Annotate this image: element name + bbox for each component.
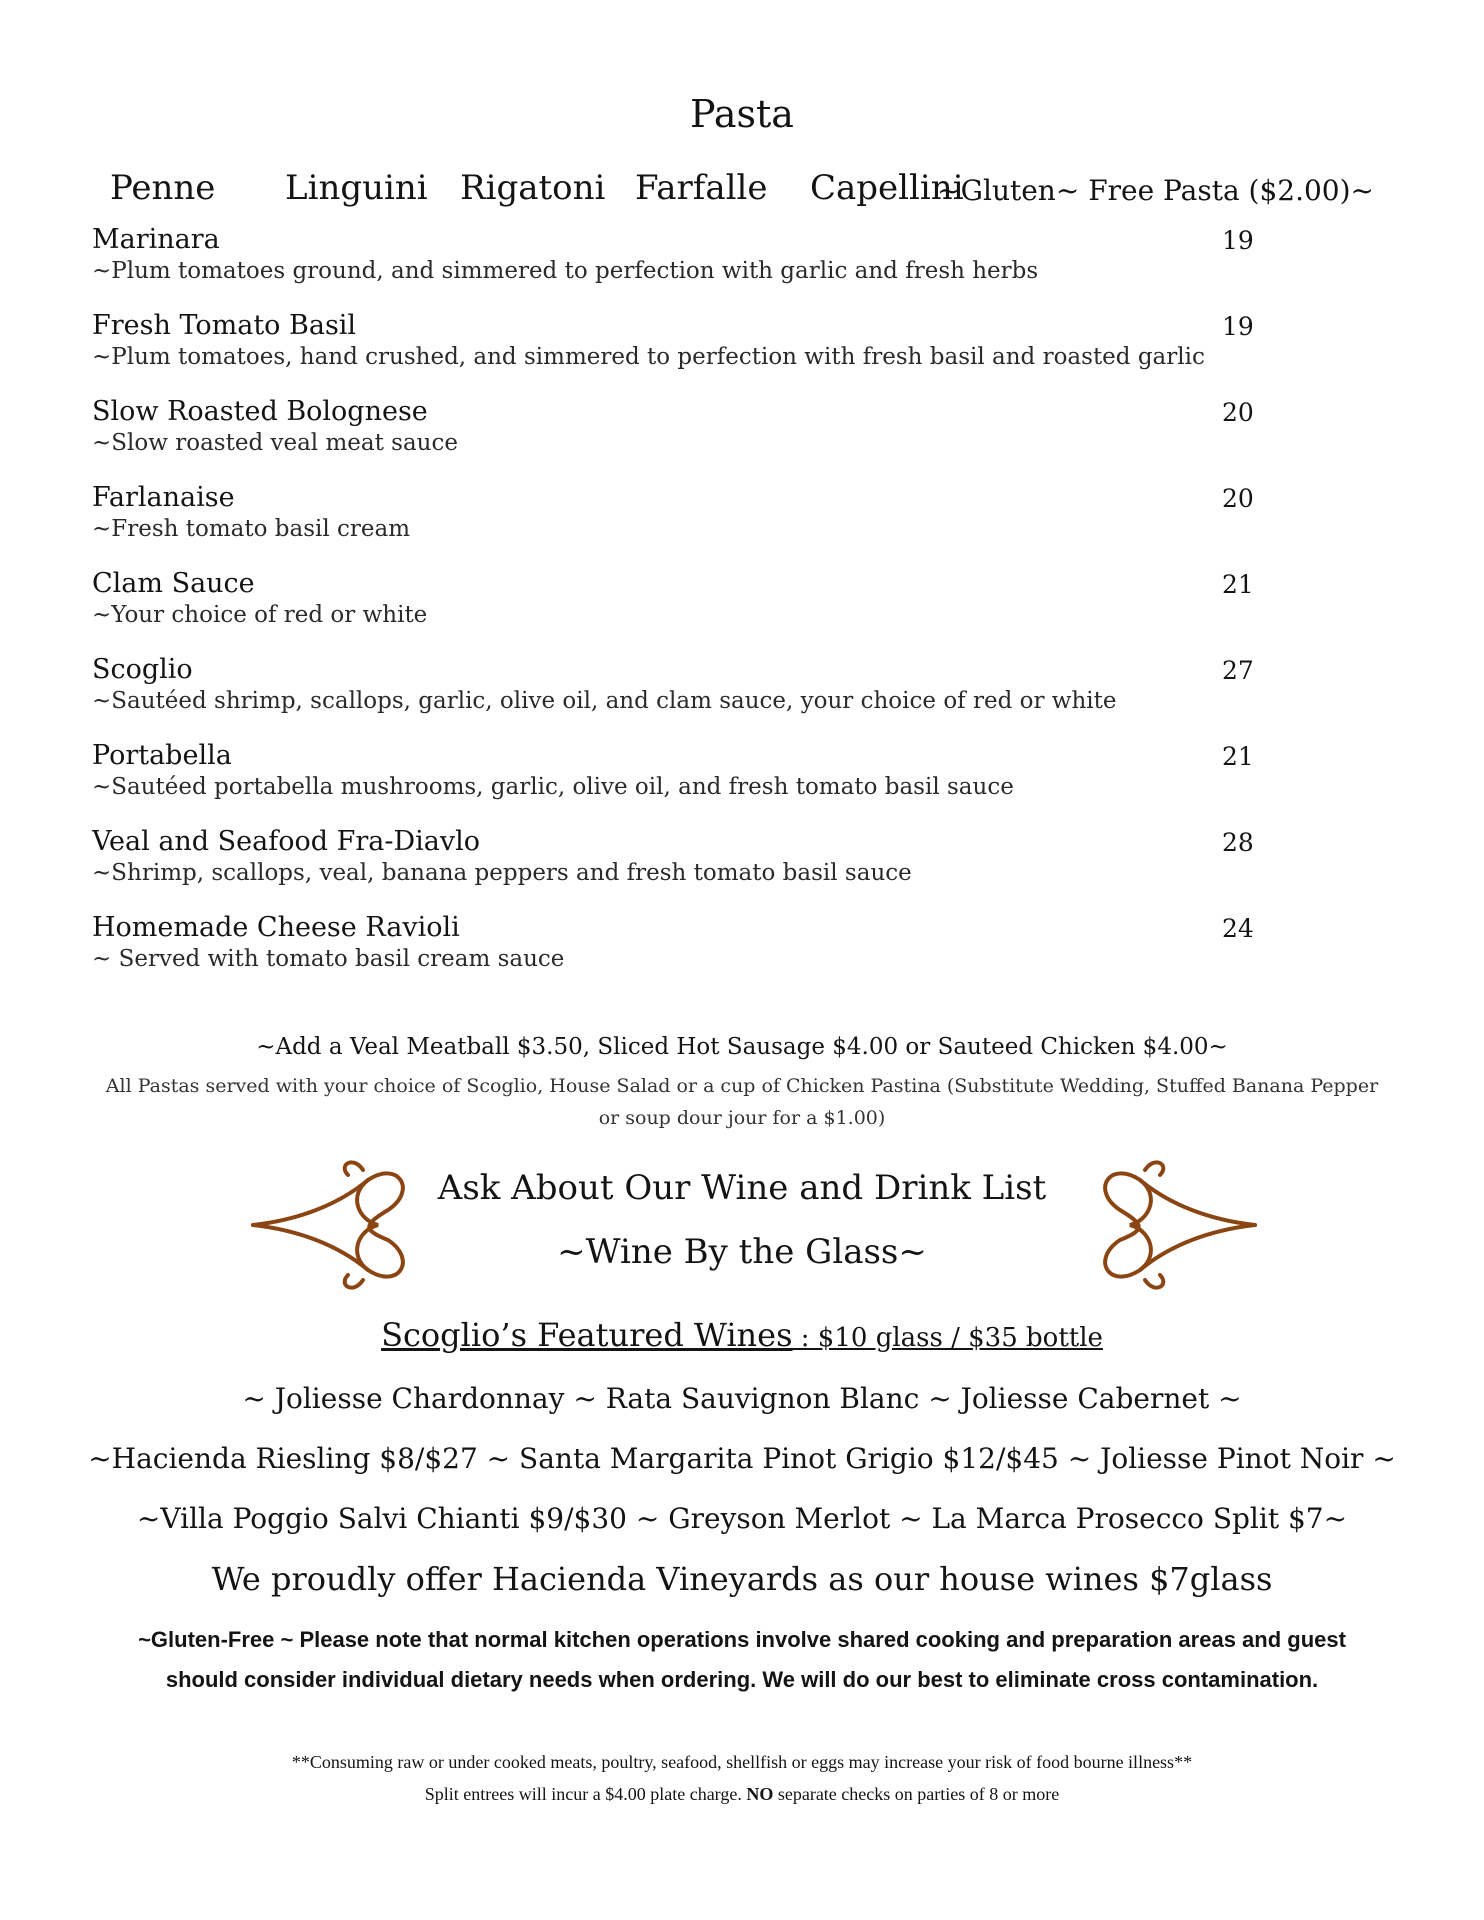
- raw-food-warning: **Consuming raw or under cooked meats, poultry, seafood, shellfish or eggs may increase your risk of food bourne illness**: [291, 1752, 1193, 1772]
- pasta-type-penne: Penne: [110, 168, 216, 208]
- menu-item: [92, 568, 1292, 654]
- item-name: Slow Roasted Bolognese: [92, 396, 428, 427]
- item-name: Veal and Seafood Fra-Diavlo: [92, 826, 480, 857]
- menu-item: [92, 310, 1292, 396]
- item-name: Portabella: [92, 740, 232, 771]
- split-entree-policy: [0, 1784, 1484, 1805]
- item-name: Marinara: [92, 224, 220, 255]
- item-price: 19: [1222, 226, 1254, 255]
- menu-item: [92, 396, 1292, 482]
- wine-list-heading: Ask About Our Wine and Drink List: [437, 1168, 1047, 1208]
- item-price: 21: [1222, 742, 1254, 771]
- featured-wines-heading: [0, 1316, 1484, 1354]
- menu-item: [92, 482, 1292, 568]
- pasta-type-row: [110, 168, 1374, 216]
- split-note-text-end: separate checks on parties of 8 or more: [773, 1784, 1060, 1804]
- item-price: 27: [1222, 656, 1254, 685]
- pasta-type-linguini: Linguini: [285, 168, 428, 208]
- pasta-type-farfalle: Farfalle: [635, 168, 768, 208]
- pasta-addons: ~Add a Veal Meatball $3.50, Sliced Hot Sausage $4.00 or Sauteed Chicken $4.00~: [256, 1034, 1228, 1060]
- menu-item-list: [92, 224, 1292, 998]
- menu-item: [92, 826, 1292, 912]
- menu-item: [92, 912, 1292, 998]
- gluten-free-disclaimer: ~Gluten-Free ~ Please note that normal kitchen operations involve shared cooking and preparation areas and guest should consider individual dietary needs when ordering. We will do our best to eliminate cross contamination.: [138, 1627, 1346, 1692]
- item-name: Fresh Tomato Basil: [92, 310, 357, 341]
- menu-item: [92, 224, 1292, 310]
- item-price: 20: [1222, 398, 1254, 427]
- page-title: Pasta: [690, 92, 794, 136]
- featured-wines-title: Scoglio’s Featured Wines: [381, 1316, 793, 1354]
- featured-wines-price: : $10 glass / $35 bottle: [792, 1323, 1103, 1353]
- wine-line: ~ Joliesse Chardonnay ~ Rata Sauvignon Blanc ~ Joliesse Cabernet ~: [242, 1382, 1242, 1415]
- menu-item: [92, 654, 1292, 740]
- item-price: 19: [1222, 312, 1254, 341]
- pasta-type-capellini: Capellini: [810, 168, 964, 208]
- item-price: 28: [1222, 828, 1254, 857]
- item-price: 24: [1222, 914, 1254, 943]
- wine-line: ~Hacienda Riesling $8/$27 ~ Santa Margarita Pinot Grigio $12/$45 ~ Joliesse Pinot Noir ~: [88, 1442, 1396, 1475]
- split-note-emphasis: NO: [746, 1784, 774, 1804]
- wine-by-glass-heading: ~Wine By the Glass~: [557, 1232, 927, 1272]
- item-description: ~Plum tomatoes ground, and simmered to perfection with garlic and fresh herbs: [92, 258, 1039, 284]
- item-description: ~Plum tomatoes, hand crushed, and simmered to perfection with fresh basil and roasted garlic: [92, 344, 1205, 370]
- split-note-text: Split entrees will incur a $4.00 plate charge.: [424, 1784, 747, 1804]
- item-price: 21: [1222, 570, 1254, 599]
- item-description: ~Slow roasted veal meat sauce: [92, 430, 458, 456]
- item-name: Scoglio: [92, 654, 193, 685]
- item-description: ~Shrimp, scallops, veal, banana peppers and fresh tomato basil sauce: [92, 860, 912, 886]
- item-description: ~Sautéed shrimp, scallops, garlic, olive oil, and clam sauce, your choice of red or white: [92, 688, 1117, 714]
- item-description: ~Fresh tomato basil cream: [92, 516, 411, 542]
- pasta-type-rigatoni: Rigatoni: [460, 168, 606, 208]
- served-with-note: All Pastas served with your choice of Scoglio, House Salad or a cup of Chicken Pastina (Substitute Wedding, Stuffed Banana Pepper or soup dour jour for a $1.00): [105, 1075, 1379, 1129]
- gluten-free-option: ~Gluten~ Free Pasta ($2.00)~: [937, 174, 1374, 207]
- wine-line: ~Villa Poggio Salvi Chianti $9/$30 ~ Greyson Merlot ~ La Marca Prosecco Split $7~: [136, 1502, 1348, 1535]
- item-name: Homemade Cheese Ravioli: [92, 912, 460, 943]
- item-description: ~Your choice of red or white: [92, 602, 428, 628]
- item-price: 20: [1222, 484, 1254, 513]
- house-wines-note: We proudly offer Hacienda Vineyards as our house wines $7glass: [211, 1560, 1273, 1598]
- item-description: ~Sautéed portabella mushrooms, garlic, olive oil, and fresh tomato basil sauce: [92, 774, 1014, 800]
- menu-item: [92, 740, 1292, 826]
- item-name: Farlanaise: [92, 482, 235, 513]
- item-name: Clam Sauce: [92, 568, 255, 599]
- item-description: ~ Served with tomato basil cream sauce: [92, 946, 565, 972]
